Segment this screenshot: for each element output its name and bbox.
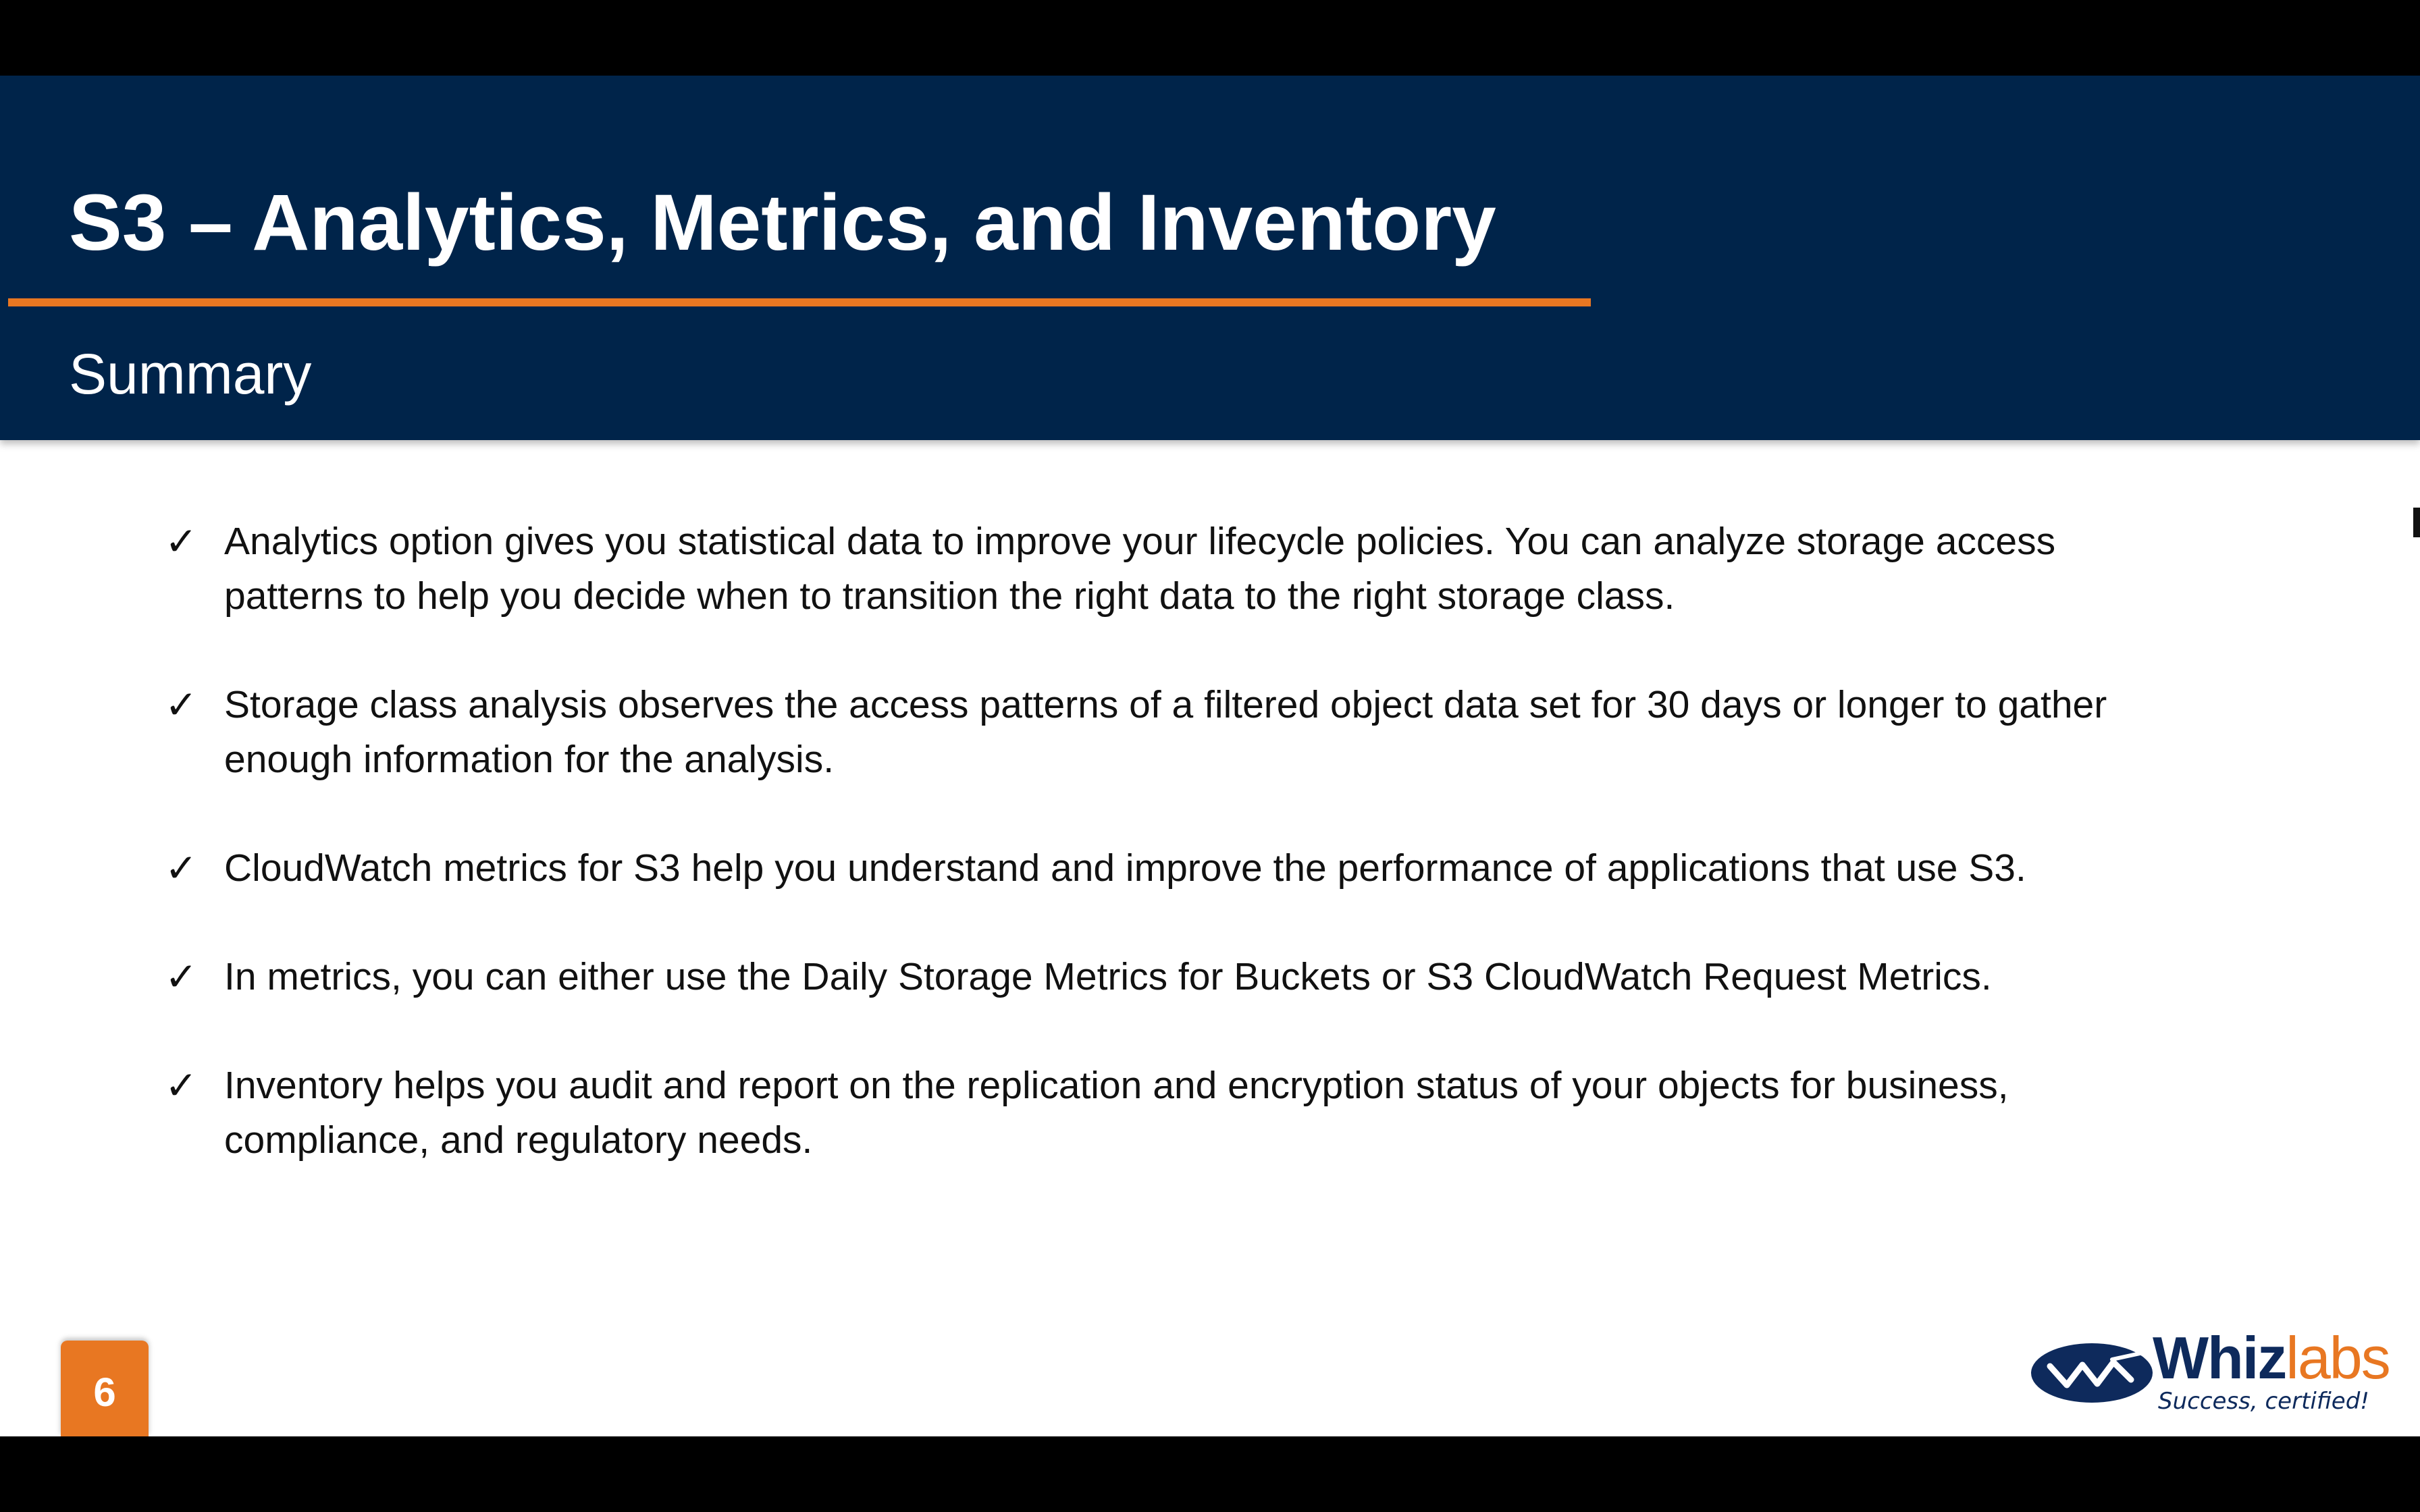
checkmark-icon: ✓ — [165, 520, 198, 564]
bullet-text: In metrics, you can either use the Daily Storage Metrics for Buckets or S3 CloudWatch Request Metrics. — [224, 955, 1992, 998]
whizlabs-logo — [2030, 1324, 2390, 1415]
bullet-text: Analytics option gives you statistical data to improve your lifecycle policies. You can analyze storage access patterns to help you decide when to transition the right data to the right storage class. — [224, 520, 2056, 618]
logo-name-part2: labs — [2286, 1324, 2390, 1391]
slide-title: S3 – Analytics, Metrics, and Inventory — [69, 178, 1496, 267]
logo-tagline: Success, certified! — [2158, 1388, 2369, 1415]
bullet-text: Inventory helps you audit and report on the replication and encryption status of your objects for business, compliance, and regulatory needs. — [224, 1064, 2009, 1162]
checkmark-icon: ✓ — [165, 1064, 198, 1108]
whizlabs-logo-icon — [2030, 1339, 2155, 1404]
checkmark-icon: ✓ — [165, 955, 198, 999]
slide — [0, 76, 2420, 1436]
logo-name-part1: Whiz — [2153, 1324, 2286, 1391]
title-underline — [8, 298, 1591, 306]
page-number: 6 — [61, 1341, 149, 1436]
bullet-item — [0, 841, 2420, 896]
bullet-text: CloudWatch metrics for S3 help you understand and improve the performance of applications that use S3. — [224, 846, 2026, 890]
slide-subtitle: Summary — [69, 342, 312, 406]
bullet-list — [0, 514, 2420, 1222]
checkmark-icon: ✓ — [165, 683, 198, 727]
bullet-item — [0, 678, 2420, 787]
bullet-item — [0, 1058, 2420, 1168]
checkmark-icon: ✓ — [165, 846, 198, 890]
text-cursor — [2413, 508, 2420, 537]
bullet-item — [0, 950, 2420, 1004]
bullet-item — [0, 514, 2420, 624]
slide-header — [0, 76, 2420, 440]
logo-wordmark — [2153, 1324, 2390, 1391]
bullet-text: Storage class analysis observes the access patterns of a filtered object data set for 30 days or longer to gather enough information for the analysis. — [224, 683, 2107, 781]
